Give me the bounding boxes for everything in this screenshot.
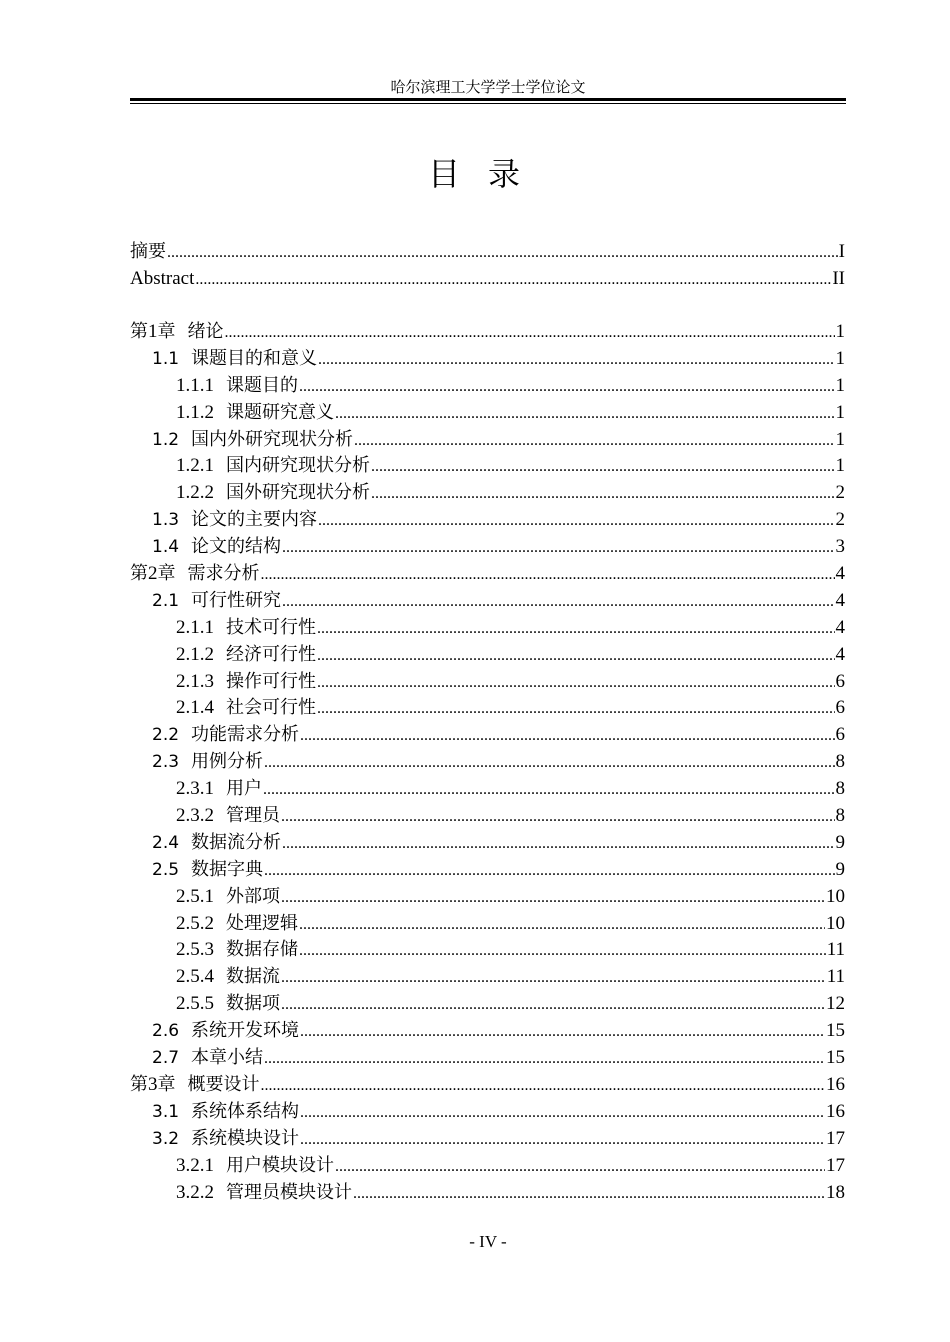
toc-entry-level-3[interactable] (130, 937, 845, 964)
toc-entry-number: 2.1.1 (176, 616, 214, 638)
toc-entry-page: 4 (835, 643, 845, 665)
toc-entry-number: 2.7 (152, 1048, 180, 1069)
toc-entry-number: 1.2.1 (176, 455, 214, 477)
dot-leader (317, 696, 835, 722)
chapter-number: 3 (148, 1073, 158, 1095)
toc-entry-number: 2.5 (152, 859, 180, 880)
toc-entry-level-1[interactable] (130, 1072, 845, 1099)
toc-entry-level-2[interactable] (130, 749, 845, 776)
toc-entry-label: 概要设计 (187, 1073, 260, 1095)
toc-entry-page: 1 (835, 321, 845, 342)
toc-entry-page: 8 (835, 778, 845, 800)
toc-entry-page: 10 (826, 912, 845, 934)
toc-entry-label: 系统模块设计 (191, 1127, 300, 1149)
toc-entry-label: 数据流 (226, 966, 280, 988)
toc-entry-page: 15 (826, 1047, 845, 1069)
toc-entry-level-3[interactable] (130, 453, 845, 480)
toc-entry-level-3[interactable] (130, 642, 845, 669)
dot-leader (299, 374, 835, 400)
dot-leader (371, 454, 835, 480)
toc-entry-level-3[interactable] (130, 480, 845, 507)
running-header: 哈尔滨理工大学学士学位论文 (390, 78, 586, 96)
dot-leader (167, 240, 838, 266)
dot-leader (317, 670, 835, 696)
toc-entry-label: 用例分析 (191, 751, 264, 773)
page-title: 目录 (427, 155, 548, 193)
toc-entry-number: 2.5.2 (176, 912, 214, 934)
toc-entry-level-3[interactable] (130, 884, 845, 911)
toc-entry-number: 2.5.1 (176, 885, 214, 907)
toc-entry-label: 系统体系结构 (191, 1100, 300, 1122)
toc-entry-level-3[interactable] (130, 1153, 845, 1180)
toc-entry-number: 2.1.4 (176, 697, 214, 719)
toc-entry-level-3[interactable] (130, 776, 845, 803)
toc-entry-level-1[interactable] (130, 561, 845, 588)
dot-leader (261, 562, 835, 588)
toc-entry-number: 1.1.2 (176, 401, 214, 423)
dot-leader (282, 589, 834, 615)
toc-entry-level-3[interactable] (130, 803, 845, 830)
toc-entry-level-2[interactable] (130, 1045, 845, 1072)
toc-entry-number: 1.2.2 (176, 482, 214, 504)
toc-entry-number: 1.1.1 (176, 374, 214, 396)
dot-leader (264, 858, 834, 884)
toc-entry-level-3[interactable] (130, 400, 845, 427)
toc-entry-page: 4 (835, 563, 845, 585)
toc-entry-number: 3.2.2 (176, 1181, 214, 1203)
front-matter-list (130, 239, 845, 293)
dot-leader (300, 1100, 825, 1126)
dot-leader (317, 643, 835, 669)
toc-entry-label: 需求分析 (187, 563, 260, 585)
toc-entry-page: 4 (835, 589, 845, 611)
toc-entry-level-2[interactable] (130, 346, 845, 373)
toc-entry-page: 12 (826, 993, 845, 1015)
toc-entry-page: 4 (835, 616, 845, 638)
chapter-prefix: 第 (130, 1073, 148, 1095)
toc-entry-page: 6 (835, 670, 845, 692)
toc-entry-number: 3.2.1 (176, 1154, 214, 1176)
toc-entry-number: 2.5.3 (176, 939, 214, 961)
toc-entry-page: 1 (835, 401, 845, 423)
table-of-contents (130, 319, 845, 1206)
toc-entry-label: 论文的主要内容 (191, 509, 318, 531)
toc-entry-label: 可行性研究 (191, 589, 282, 611)
toc-entry-page: 1 (835, 347, 845, 369)
toc-entry-label: 经济可行性 (226, 643, 316, 665)
toc-entry-level-3[interactable] (130, 1180, 845, 1207)
toc-entry-level-3[interactable] (130, 615, 845, 642)
chapter-suffix: 章 (157, 321, 176, 342)
dot-leader (300, 723, 834, 749)
dot-leader (299, 938, 826, 964)
toc-entry-label: 外部项 (226, 885, 280, 907)
dot-leader (318, 347, 834, 373)
dot-leader (195, 267, 831, 293)
toc-entry-label: 管理员模块设计 (226, 1181, 352, 1203)
dot-leader (335, 401, 835, 427)
toc-entry-label: 用户模块设计 (226, 1154, 334, 1176)
toc-entry-page: 9 (835, 858, 845, 880)
toc-entry-level-3[interactable] (130, 373, 845, 400)
toc-entry-label: 论文的结构 (191, 536, 282, 558)
dot-leader (225, 320, 835, 346)
toc-entry-label: 管理员 (226, 805, 280, 827)
toc-entry-level-3[interactable] (130, 669, 845, 696)
toc-entry-page: 6 (835, 724, 845, 746)
header-rule-thin (130, 103, 846, 104)
toc-entry-level-2[interactable] (130, 857, 845, 884)
dot-leader (281, 885, 825, 911)
toc-entry-page: 6 (835, 697, 845, 719)
toc-entry-label: 技术可行性 (226, 616, 316, 638)
dot-leader (282, 535, 834, 561)
toc-entry-label: 国内外研究现状分析 (191, 428, 354, 450)
toc-entry-level-3[interactable] (130, 991, 845, 1018)
toc-entry-number: 2.3.2 (176, 805, 214, 827)
toc-entry-page: 2 (835, 482, 845, 504)
toc-entry[interactable] (130, 266, 845, 293)
toc-entry-label: 处理逻辑 (226, 912, 298, 934)
toc-entry-number: 2.2 (152, 725, 180, 746)
toc-entry-label: 数据存储 (226, 939, 298, 961)
toc-entry-label: 国外研究现状分析 (226, 482, 370, 504)
toc-entry-level-2[interactable] (130, 722, 845, 749)
dot-leader (261, 1073, 826, 1099)
dot-leader (371, 481, 835, 507)
toc-entry-number: 2.6 (152, 1021, 180, 1042)
dot-leader (299, 912, 825, 938)
dot-leader (335, 1154, 825, 1180)
dot-leader (281, 804, 835, 830)
toc-entry-label: 本章小结 (191, 1047, 264, 1069)
toc-entry-number (130, 1072, 176, 1099)
toc-entry-number: 2.5.5 (176, 993, 214, 1015)
toc-entry-number: 2.1.2 (176, 643, 214, 665)
dot-leader (281, 965, 826, 991)
toc-entry-number (130, 561, 176, 588)
toc-entry-label: 绪论 (187, 321, 224, 342)
toc-entry-page: 3 (835, 536, 845, 558)
toc-entry-number: 2.3.1 (176, 778, 214, 800)
toc-entry-page: 10 (826, 885, 845, 907)
toc-entry-level-3[interactable] (130, 911, 845, 938)
toc-entry-page: 16 (826, 1073, 845, 1095)
toc-entry-page: 2 (835, 509, 845, 531)
dot-leader (264, 1046, 825, 1072)
toc-entry-level-1[interactable] (130, 319, 845, 346)
toc-entry-level-3[interactable] (130, 964, 845, 991)
toc-entry-page: I (838, 241, 845, 262)
toc-entry-label: 用户 (226, 778, 262, 800)
header-rule-thick (130, 98, 846, 101)
toc-entry-level-2[interactable] (130, 588, 845, 615)
toc-entry-number: 2.1 (152, 590, 180, 611)
toc-entry-number: 2.1.3 (176, 670, 214, 692)
toc-entry-page: 9 (835, 831, 845, 853)
toc-entry-number: 2.4 (152, 832, 180, 853)
dot-leader (354, 428, 834, 454)
toc-entry-page: 15 (826, 1020, 845, 1042)
toc-entry-level-2[interactable] (130, 1099, 845, 1126)
toc-entry-page: 1 (835, 374, 845, 396)
dot-leader (353, 1181, 825, 1207)
toc-entry-label: 摘要 (130, 241, 166, 262)
toc-entry[interactable] (130, 239, 845, 266)
toc-entry-number: 3.1 (152, 1101, 180, 1122)
toc-entry-label: 数据字典 (191, 858, 264, 880)
toc-entry-number: 2.3 (152, 752, 180, 773)
chapter-prefix: 第 (130, 321, 148, 342)
dot-leader (264, 750, 834, 776)
toc-entry-number: 1.2 (152, 429, 180, 450)
toc-entry-label: 社会可行性 (226, 697, 316, 719)
dot-leader (300, 1127, 825, 1153)
chapter-number: 2 (148, 563, 158, 585)
toc-entry-page: 17 (826, 1127, 845, 1149)
toc-entry-page: 11 (826, 966, 845, 988)
toc-entry-number (130, 319, 176, 346)
toc-entry-page: II (832, 267, 845, 289)
chapter-number: 1 (148, 321, 158, 342)
toc-entry-level-3[interactable] (130, 695, 845, 722)
toc-entry-number: 2.5.4 (176, 966, 214, 988)
toc-entry-level-2[interactable] (130, 507, 845, 534)
toc-entry-label: 功能需求分析 (191, 724, 300, 746)
toc-entry-number: 3.2 (152, 1128, 180, 1149)
dot-leader (300, 1019, 825, 1045)
toc-entry-label: 课题目的和意义 (191, 347, 318, 369)
toc-entry-page: 8 (835, 805, 845, 827)
toc-entry-label: 课题研究意义 (226, 401, 334, 423)
toc-entry-page: 11 (826, 939, 845, 961)
toc-entry-level-2[interactable] (130, 1126, 845, 1153)
toc-entry-number: 1.3 (152, 510, 180, 531)
toc-entry-page: 1 (835, 428, 845, 450)
toc-entry-page: 18 (826, 1181, 845, 1203)
page-number: - IV - (469, 1232, 507, 1251)
dot-leader (263, 777, 835, 803)
toc-entry-label: 课题目的 (226, 374, 298, 396)
toc-entry-label: Abstract (130, 267, 195, 289)
dot-leader (317, 616, 835, 642)
toc-entry-label: 数据流分析 (191, 831, 282, 853)
dot-leader (318, 508, 834, 534)
chapter-suffix: 章 (157, 563, 176, 585)
toc-entry-label: 数据项 (226, 993, 280, 1015)
toc-entry-level-2[interactable] (130, 830, 845, 857)
toc-entry-label: 操作可行性 (226, 670, 316, 692)
chapter-suffix: 章 (157, 1073, 176, 1095)
dot-leader (281, 992, 825, 1018)
toc-entry-page: 17 (826, 1154, 845, 1176)
toc-entry-level-2[interactable] (130, 427, 845, 454)
toc-entry-page: 1 (835, 455, 845, 477)
toc-entry-page: 8 (835, 751, 845, 773)
toc-entry-page: 16 (826, 1100, 845, 1122)
toc-entry-level-2[interactable] (130, 534, 845, 561)
toc-entry-number: 1.4 (152, 537, 180, 558)
chapter-prefix: 第 (130, 563, 148, 585)
toc-entry-level-2[interactable] (130, 1018, 845, 1045)
toc-entry-number: 1.1 (152, 348, 180, 369)
toc-entry-label: 系统开发环境 (191, 1020, 300, 1042)
dot-leader (282, 831, 834, 857)
toc-entry-label: 国内研究现状分析 (226, 455, 370, 477)
